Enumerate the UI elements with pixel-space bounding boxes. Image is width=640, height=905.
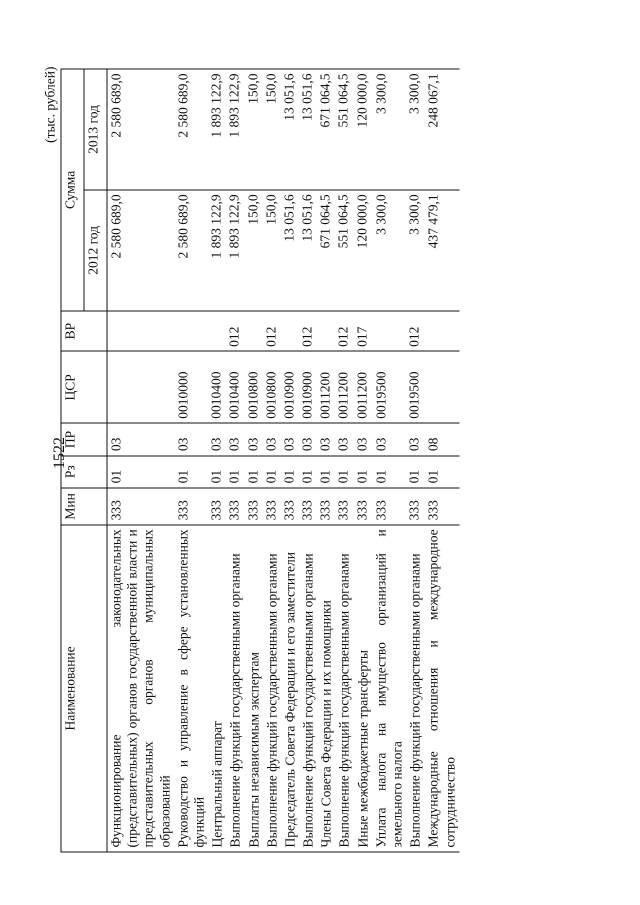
- row-sum-2012: 3 300,0: [372, 190, 406, 311]
- budget-table: [61, 69, 460, 853]
- row-csr: 0010000: [174, 351, 208, 423]
- table-row: [300, 69, 318, 852]
- row-csr: [107, 351, 174, 423]
- unit-label: (тыс. рублей): [42, 66, 58, 143]
- table-row: [336, 69, 354, 852]
- row-sum-2012: 2 580 689,0: [107, 190, 174, 311]
- row-name: Функционирование законодательных (представительных) органов государственной власти и представительных органов муниципальных образований: [107, 525, 174, 852]
- row-vr: 012: [407, 311, 425, 352]
- row-pr: 08: [425, 423, 459, 455]
- table-row: [174, 69, 208, 852]
- row-name: Международные отношения и международное сотрудничество: [425, 525, 459, 852]
- row-rz: 01: [263, 456, 281, 488]
- table-row: [263, 69, 281, 852]
- row-sum-2012: 1 893 122,9: [227, 190, 245, 311]
- row-pr: 03: [263, 423, 281, 455]
- row-min: 333: [263, 488, 281, 525]
- row-min: 333: [281, 488, 299, 525]
- row-sum-2013: 120 000,0: [354, 69, 372, 190]
- row-min: 333: [227, 488, 245, 525]
- row-vr: [245, 311, 263, 352]
- row-sum-2012: 2 580 689,0: [174, 190, 208, 311]
- header-rz: Рз: [61, 456, 107, 488]
- row-pr: 03: [300, 423, 318, 455]
- row-csr: 0010400: [209, 351, 227, 423]
- row-pr: 03: [107, 423, 174, 455]
- row-rz: 01: [107, 456, 174, 488]
- row-rz: 01: [407, 456, 425, 488]
- table-row: [318, 69, 336, 852]
- row-sum-2012: 437 479,1: [425, 190, 459, 311]
- row-rz: 01: [174, 456, 208, 488]
- row-csr: 0010800: [263, 351, 281, 423]
- row-vr: [174, 311, 208, 352]
- row-csr: 0011200: [336, 351, 354, 423]
- row-csr: 0019500: [372, 351, 406, 423]
- row-name: Выполнение функций государственными органами: [336, 525, 354, 852]
- row-name: Выполнение функций государственными органами: [263, 525, 281, 852]
- row-sum-2012: 150,0: [245, 190, 263, 311]
- row-csr: 0010900: [300, 351, 318, 423]
- row-min: 333: [336, 488, 354, 525]
- row-rz: 01: [354, 456, 372, 488]
- row-sum-2012: 3 300,0: [407, 190, 425, 311]
- row-rz: 01: [245, 456, 263, 488]
- row-sum-2013: 1 893 122,9: [209, 69, 227, 190]
- row-sum-2012: 13 051,6: [300, 190, 318, 311]
- row-name: Руководство и управление в сфере установленных функций: [174, 525, 208, 852]
- row-vr: [209, 311, 227, 352]
- row-pr: 03: [209, 423, 227, 455]
- row-pr: 03: [227, 423, 245, 455]
- row-pr: 03: [245, 423, 263, 455]
- row-min: 333: [425, 488, 459, 525]
- row-name: Уплата налога на имущество организаций и земельного налога: [372, 525, 406, 852]
- row-pr: 03: [318, 423, 336, 455]
- header-name: Наименование: [61, 525, 107, 852]
- table-row: [354, 69, 372, 852]
- row-sum-2013: 13 051,6: [281, 69, 299, 190]
- row-vr: 012: [263, 311, 281, 352]
- row-pr: 03: [174, 423, 208, 455]
- row-sum-2013: 150,0: [263, 69, 281, 190]
- row-min: 333: [245, 488, 263, 525]
- header-year-2012: 2012 год: [84, 190, 107, 311]
- row-pr: 03: [407, 423, 425, 455]
- row-pr: 03: [354, 423, 372, 455]
- row-rz: 01: [300, 456, 318, 488]
- row-csr: 0019500: [407, 351, 425, 423]
- rotated-page-content: [43, 53, 598, 853]
- row-name: Выплаты независимым экспертам: [245, 525, 263, 852]
- row-vr: 012: [300, 311, 318, 352]
- row-rz: 01: [372, 456, 406, 488]
- table-row: [425, 69, 459, 852]
- row-name: Выполнение функций государственными органами: [227, 525, 245, 852]
- row-name: Председатель Совета Федерации и его заместители: [281, 525, 299, 852]
- row-min: 333: [300, 488, 318, 525]
- row-sum-2013: 671 064,5: [318, 69, 336, 190]
- row-vr: [425, 311, 459, 352]
- row-rz: 01: [318, 456, 336, 488]
- page-number: 1522: [51, 437, 68, 469]
- row-csr: 0011200: [354, 351, 372, 423]
- row-vr: 012: [336, 311, 354, 352]
- row-name: Иные межбюджетные трансферты: [354, 525, 372, 852]
- row-min: 333: [354, 488, 372, 525]
- row-vr: [107, 311, 174, 352]
- row-sum-2013: 3 300,0: [407, 69, 425, 190]
- table-row: [245, 69, 263, 852]
- row-vr: [318, 311, 336, 352]
- row-rz: 01: [227, 456, 245, 488]
- header-sum: Сумма: [61, 69, 84, 311]
- row-sum-2012: 120 000,0: [354, 190, 372, 311]
- row-csr: 0010400: [227, 351, 245, 423]
- table-row: [281, 69, 299, 852]
- row-min: 333: [107, 488, 174, 525]
- header-year-2013: 2013 год: [84, 69, 107, 190]
- row-rz: 01: [336, 456, 354, 488]
- row-sum-2012: 150,0: [263, 190, 281, 311]
- row-min: 333: [407, 488, 425, 525]
- row-min: 333: [318, 488, 336, 525]
- row-min: 333: [209, 488, 227, 525]
- row-name: Центральный аппарат: [209, 525, 227, 852]
- row-sum-2013: 13 051,6: [300, 69, 318, 190]
- row-sum-2012: 13 051,6: [281, 190, 299, 311]
- header-csr: ЦСР: [61, 351, 107, 423]
- row-csr: [425, 351, 459, 423]
- table-body: [107, 69, 459, 852]
- row-rz: 01: [425, 456, 459, 488]
- row-sum-2013: 2 580 689,0: [174, 69, 208, 190]
- row-sum-2013: 248 067,1: [425, 69, 459, 190]
- header-min: Мин: [61, 488, 107, 525]
- row-pr: 03: [336, 423, 354, 455]
- row-sum-2013: 150,0: [245, 69, 263, 190]
- header-vr: ВР: [61, 311, 107, 352]
- row-name: Выполнение функций государственными органами: [407, 525, 425, 852]
- row-vr: [372, 311, 406, 352]
- row-sum-2013: 551 064,5: [336, 69, 354, 190]
- table-row: [372, 69, 406, 852]
- row-rz: 01: [209, 456, 227, 488]
- header-pr: ПР: [61, 423, 107, 455]
- row-min: 333: [174, 488, 208, 525]
- row-csr: 0011200: [318, 351, 336, 423]
- row-sum-2012: 551 064,5: [336, 190, 354, 311]
- row-sum-2013: 2 580 689,0: [107, 69, 174, 190]
- row-vr: [281, 311, 299, 352]
- table-row: [107, 69, 174, 852]
- row-vr: 012: [227, 311, 245, 352]
- row-pr: 03: [372, 423, 406, 455]
- row-min: 333: [372, 488, 406, 525]
- row-vr: 017: [354, 311, 372, 352]
- row-sum-2013: 3 300,0: [372, 69, 406, 190]
- row-csr: 0010800: [245, 351, 263, 423]
- row-name: Члены Совета Федерации и их помощники: [318, 525, 336, 852]
- row-name: Выполнение функций государственными органами: [300, 525, 318, 852]
- row-rz: 01: [281, 456, 299, 488]
- row-sum-2012: 671 064,5: [318, 190, 336, 311]
- table-row: [227, 69, 245, 852]
- table-row: [407, 69, 425, 852]
- row-sum-2012: 1 893 122,9: [209, 190, 227, 311]
- row-csr: 0010900: [281, 351, 299, 423]
- row-pr: 03: [281, 423, 299, 455]
- row-sum-2013: 1 893 122,9: [227, 69, 245, 190]
- header-row: [61, 69, 84, 852]
- table-row: [209, 69, 227, 852]
